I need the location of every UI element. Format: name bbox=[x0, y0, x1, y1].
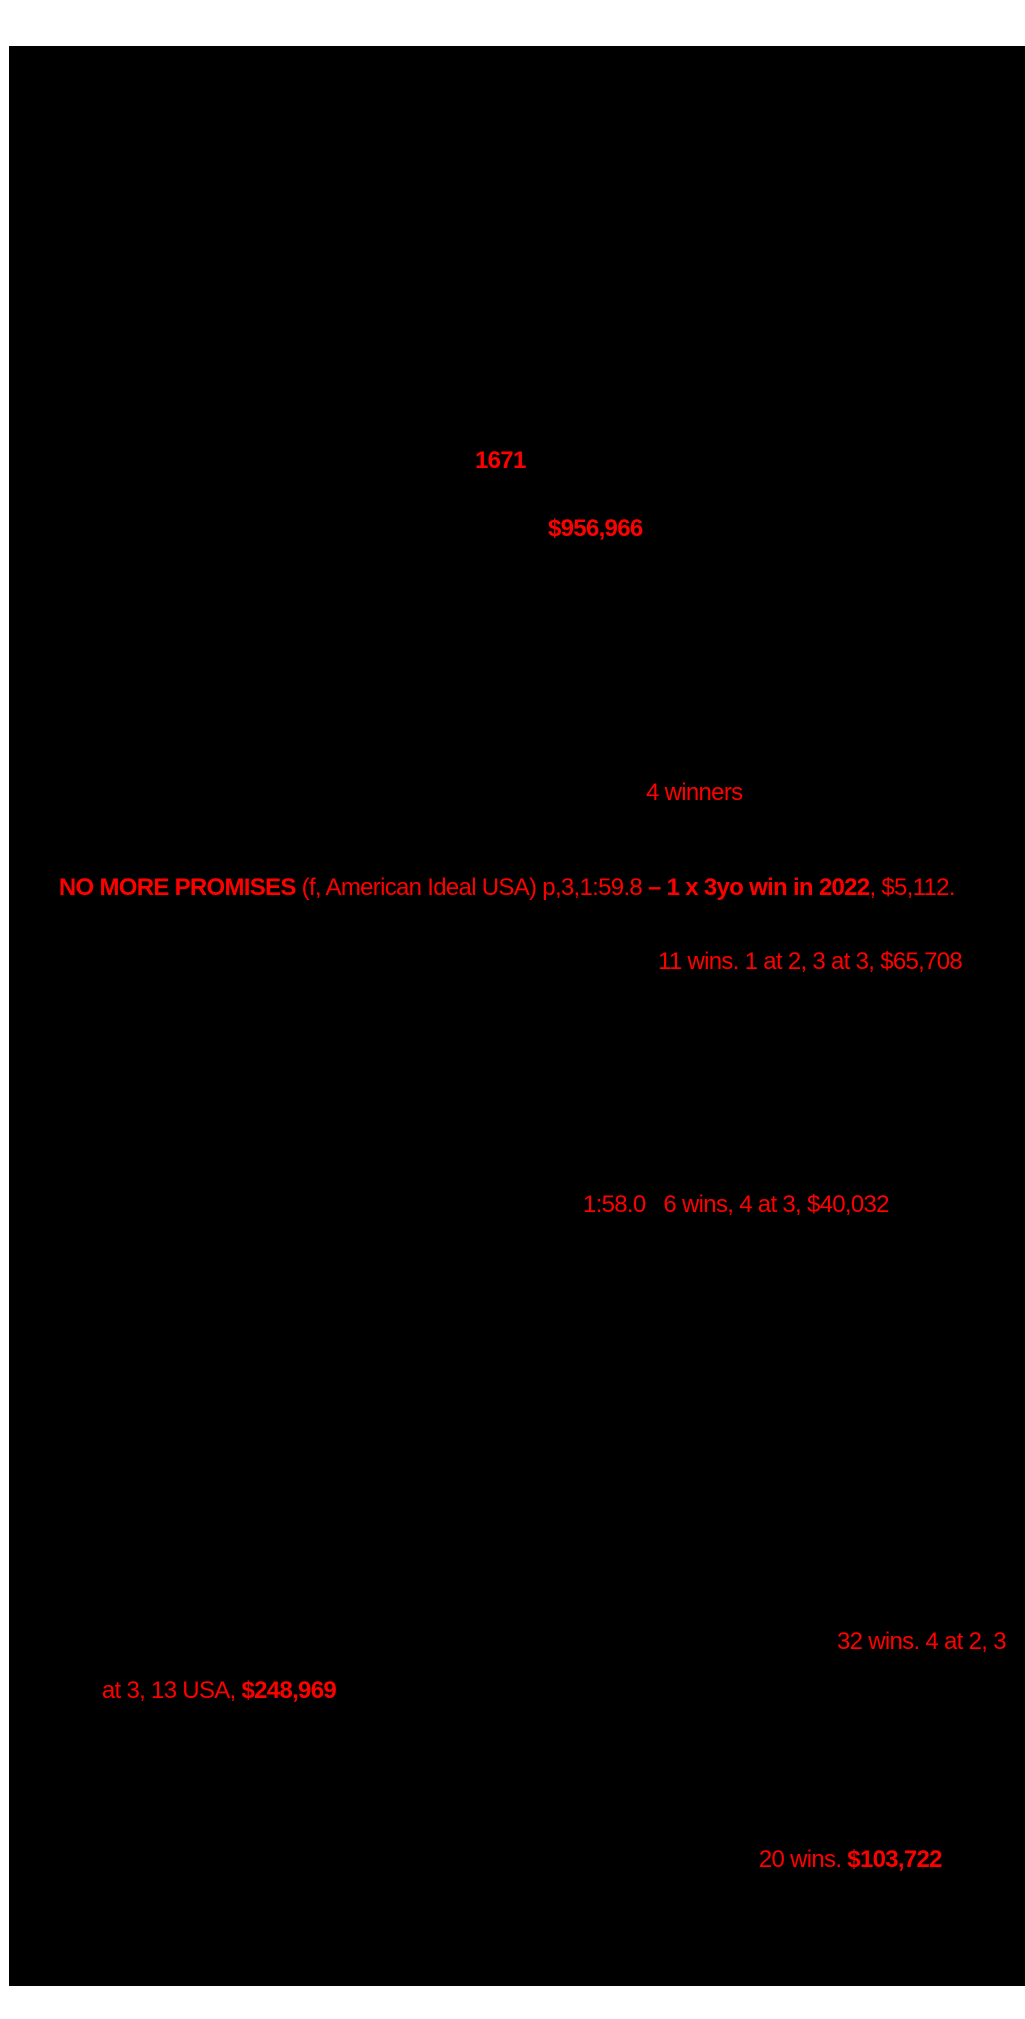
pedigree-line bbox=[35, 852, 955, 924]
race-record-3-line2-earnings: $248,969 bbox=[241, 1677, 337, 1704]
race-record-3-line2-text: at 3, 13 USA, bbox=[101, 1677, 242, 1704]
winners-note: 4 winners bbox=[646, 779, 743, 806]
lot-number: 1671 bbox=[475, 447, 526, 474]
race-record-1: 11 wins. 1 at 2, 3 at 3, $65,708 bbox=[658, 948, 963, 975]
pedigree-details: (f, American Ideal USA) p,3,1:59.8 bbox=[295, 874, 649, 901]
pedigree-highlight: – 1 x 3yo win in 2022 bbox=[648, 874, 870, 901]
pedigree-earnings: , $5,112. bbox=[869, 874, 955, 901]
race-record-3-line2 bbox=[78, 1655, 336, 1727]
sire-earnings: $956,966 bbox=[548, 515, 643, 542]
pedigree-horse-name: NO MORE PROMISES bbox=[58, 874, 296, 901]
race-record-4-text: 20 wins. bbox=[758, 1846, 848, 1873]
race-record-4 bbox=[735, 1824, 942, 1896]
race-record-2: 1:58.0 6 wins, 4 at 3, $40,032 bbox=[583, 1191, 889, 1218]
race-record-4-earnings: $103,722 bbox=[847, 1846, 942, 1873]
race-record-3-line1: 32 wins. 4 at 2, 3 bbox=[837, 1628, 1006, 1655]
